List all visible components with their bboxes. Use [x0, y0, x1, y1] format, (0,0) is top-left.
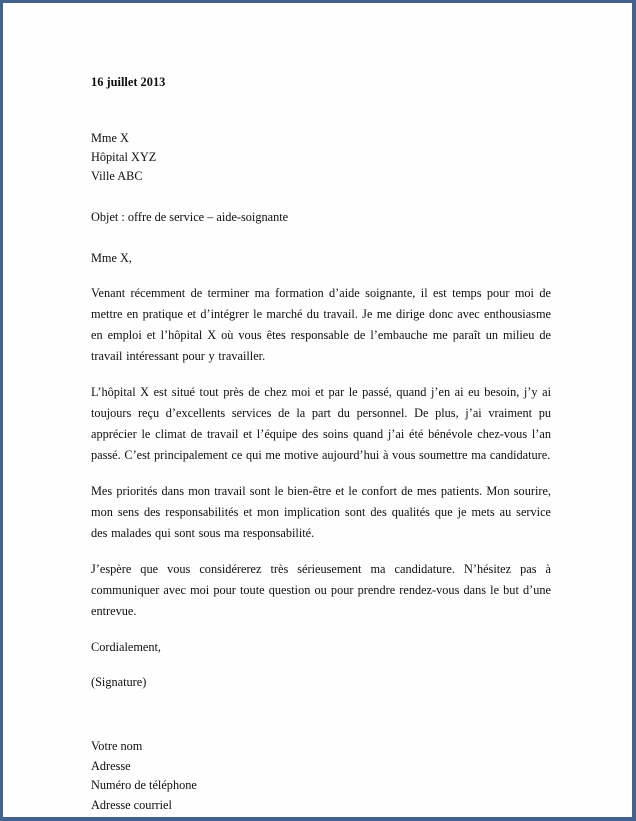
- recipient-name: Mme X: [91, 131, 129, 145]
- recipient-address-block: [91, 129, 551, 186]
- salutation: Mme X,: [91, 251, 132, 265]
- recipient-organization: Hôpital XYZ: [91, 150, 157, 164]
- sender-address: Adresse: [91, 758, 131, 773]
- sender-block: [91, 737, 551, 815]
- spacer: [91, 227, 551, 249]
- spacer: [91, 91, 551, 129]
- signature-placeholder: (Signature): [91, 675, 147, 689]
- spacer: [91, 692, 551, 737]
- sender-name: Votre nom: [91, 739, 143, 753]
- body-paragraph: J’espère que vous considérerez très sérieusement ma candidature. N’hésitez pas à communiquer avec moi pour toute question ou pour prendre rendez-vous dans le but d’une entrevue.: [91, 562, 551, 618]
- page-sheet: [3, 3, 632, 817]
- sender-phone: Numéro de téléphone: [91, 778, 197, 792]
- sender-email: Adresse courriel: [91, 797, 172, 812]
- body-paragraph: Venant récemment de terminer ma formation d’aide soignante, il est temps pour moi de mettre en pratique et d’intégrer le marché du travail. Je me dirige donc avec enthousiasme en emploi et l’hôpital X où vous êtes responsable de l’embauche me paraît un milieu de travail intéressant pour y travailler.: [91, 286, 551, 363]
- spacer: [91, 268, 551, 283]
- body-paragraph: Mes priorités dans mon travail sont le bien-être et le confort de mes patients. Mon sourire, mon sens des responsabilités et mon implication sont des qualités que je mets au service des malades qui sont sous ma responsabilité.: [91, 484, 551, 540]
- spacer: [91, 657, 551, 672]
- letter-date: 16 juillet 2013: [91, 75, 166, 89]
- letter-body: [91, 73, 551, 815]
- closing-line: Cordialement,: [91, 640, 162, 654]
- spacer: [91, 622, 551, 637]
- subject-line: Objet : offre de service – aide-soignante: [91, 210, 289, 224]
- recipient-city: Ville ABC: [91, 169, 143, 183]
- spacer: [91, 186, 551, 208]
- body-paragraph: L’hôpital X est situé tout près de chez moi et par le passé, quand j’en ai eu besoin, j’y ai toujours reçu d’excellents services de la part du personnel. De plus, j’ai vraiment pu apprécier le climat de travail et l’équipe des soins quand j’ai été bénévole chez-vous l’an passé. C’est principalement ce qui me motive aujourd’hui à vous soumettre ma candidature.: [91, 385, 551, 462]
